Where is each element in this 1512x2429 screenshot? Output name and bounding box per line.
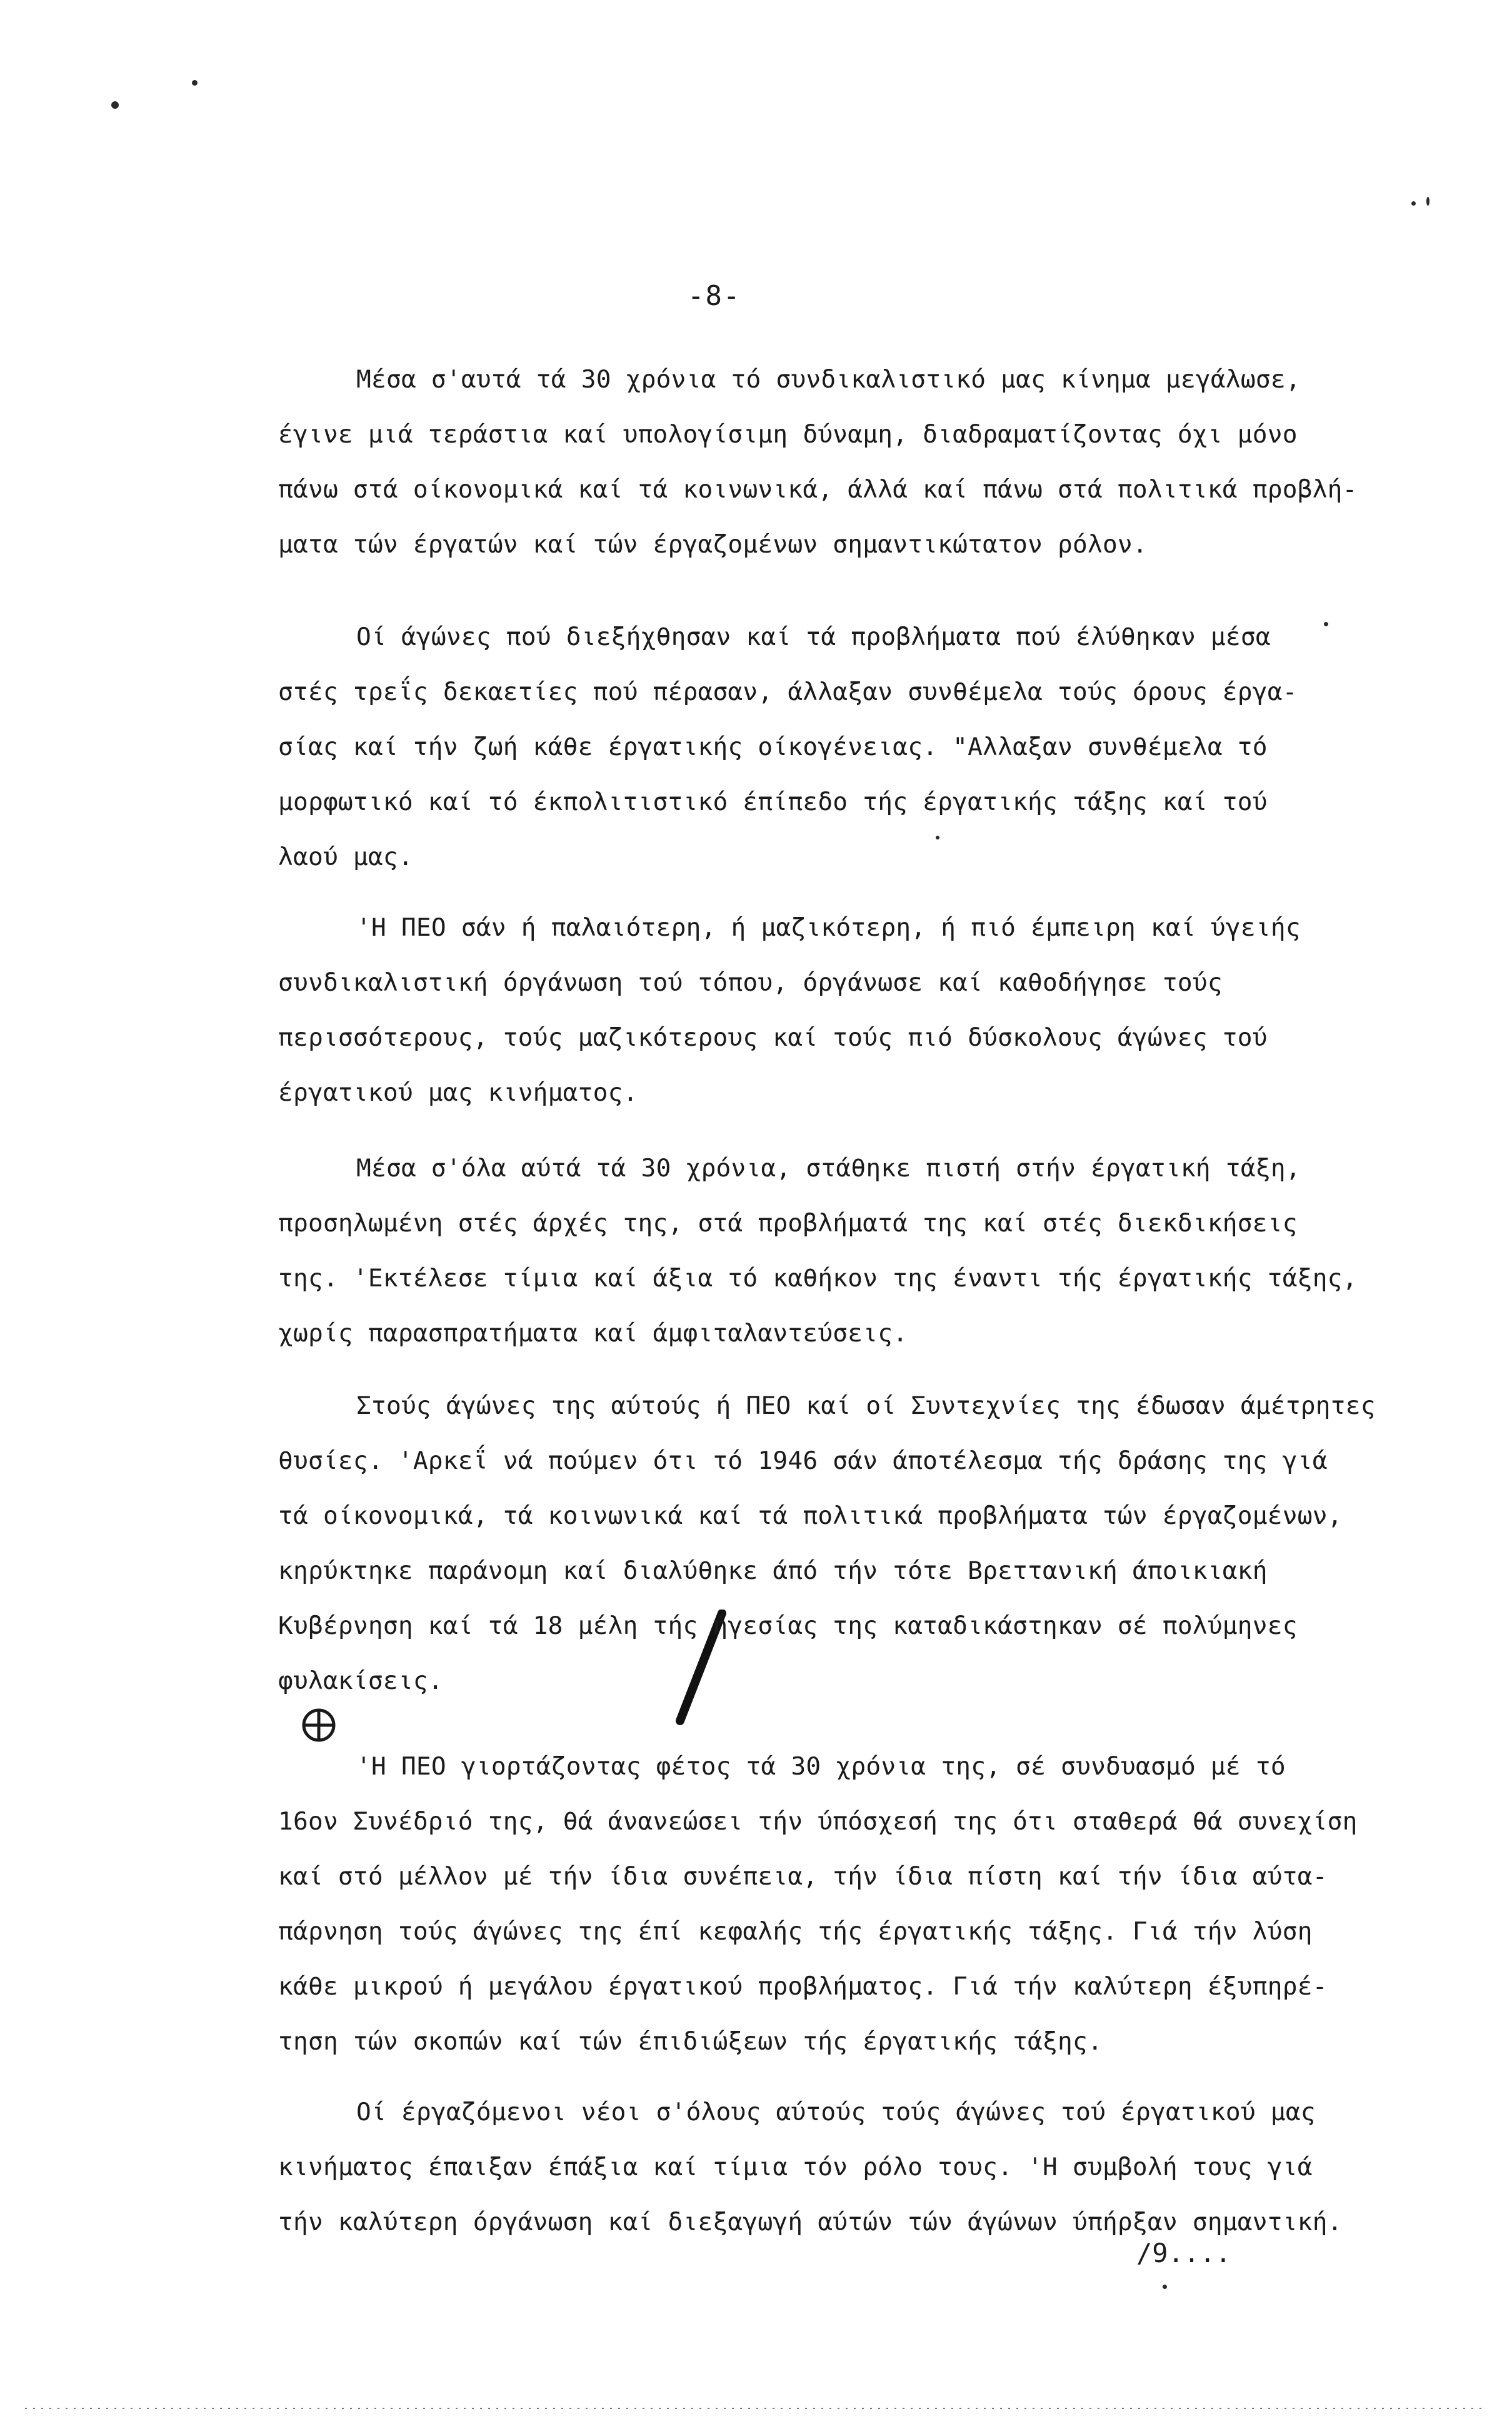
text-line: έργατικού μας κινήματος. (278, 1078, 638, 1107)
scan-speck (936, 836, 939, 839)
text-line: κινήματος έπαιξαν έπάξια καί τίμια τόν ρόλο τους. 'Η συμβολή τους γιά (278, 2153, 1313, 2181)
text-line: έγινε μιά τεράστια καί υπολογίσιμη δύναμη, διαδραματίζοντας όχι μόνο (278, 420, 1298, 449)
page-number: -8- (688, 280, 741, 312)
text-line: τηση τών σκοπών καί τών έπιδιώξεων τής έργατικής τάξης. (278, 2027, 1103, 2056)
bottom-dotted-rule (25, 2405, 1488, 2411)
text-line: σίας καί τήν ζωή κάθε έργατικής οίκογένειας. "Αλλαξαν συνθέμελα τό (278, 733, 1268, 761)
text-line: 'Η ΠΕΟ γιορτάζοντας φέτος τά 30 χρόνια της, σέ συνδυασμό μέ τό (356, 1752, 1286, 1781)
text-line: Οί άγώνες πού διεξήχθησαν καί τά προβλήματα πού έλύθηκαν μέσα (356, 623, 1271, 651)
text-line: φυλακίσεις. (278, 1666, 443, 1695)
scan-speck (111, 101, 119, 109)
scan-speck (1324, 622, 1328, 626)
circled-cross-mark (299, 1705, 339, 1745)
text-line: συνδικαλιστική όργάνωση τού τόπου, όργάνωσε καί καθοδήγησε τούς (278, 968, 1223, 997)
text-line: προσηλωμένη στές άρχές της, στά προβλήματά της καί στές διεκδικήσεις (278, 1209, 1298, 1238)
text-line: χωρίς παρασπρατήματα καί άμφιταλαντεύσεις. (278, 1319, 908, 1348)
text-line: Στούς άγώνες της αύτούς ή ΠΕΟ καί οί Συντεχνίες της έδωσαν άμέτρητες (356, 1391, 1376, 1420)
scan-speck (1411, 201, 1416, 206)
scan-speck (1426, 197, 1429, 206)
text-line: λαού μας. (278, 843, 413, 871)
text-line: Οί έργαζόμενοι νέοι σ'όλους αύτούς τούς άγώνες τού έργατικού μας (356, 2098, 1316, 2126)
page-continuation-marker: /9.... (1136, 2238, 1231, 2268)
text-line: πάνω στά οίκονομικά καί τά κοινωνικά, άλλά καί πάνω στά πολιτικά προβλή- (278, 475, 1358, 504)
text-line: κάθε μικρού ή μεγάλου έργατικού προβλήματος. Γιά τήν καλύτερη έξυπηρέ- (278, 1972, 1328, 2001)
text-line: 'Η ΠΕΟ σάν ή παλαιότερη, ή μαζικότερη, ή πιό έμπειρη καί ύγειής (356, 913, 1301, 942)
text-line: Μέσα σ'αυτά τά 30 χρόνια τό συνδικαλιστικό μας κίνημα μεγάλωσε, (356, 365, 1301, 394)
scan-speck (192, 80, 198, 86)
text-line: περισσότερους, τούς μαζικότερους καί τούς πιό δύσκολους άγώνες τού (278, 1023, 1268, 1052)
text-line: 16ον Συνέδριό της, θά άνανεώσει τήν ύπόσχεσή της ότι σταθερά θά συνεχίση (278, 1807, 1358, 1836)
text-line: Μέσα σ'όλα αύτά τά 30 χρόνια, στάθηκε πιστή στήν έργατική τάξη, (356, 1154, 1301, 1183)
text-line: μορφωτικό καί τό έκπολιτιστικό έπίπεδο τής έργατικής τάξης καί τού (278, 788, 1268, 816)
text-line: κηρύκτηκε παράνομη καί διαλύθηκε άπό τήν τότε Βρεττανική άποικιακή (278, 1556, 1268, 1585)
text-line: στές τρεΐς δεκαετίες πού πέρασαν, άλλαξαν συνθέμελα τούς όρους έργα- (278, 678, 1298, 706)
text-line: θυσίες. 'Αρκεΐ νά πούμεν ότι τό 1946 σάν άποτέλεσμα τής δράσης της γιά (278, 1446, 1328, 1475)
scan-speck (1163, 2285, 1167, 2289)
text-line: τά οίκονομικά, τά κοινωνικά καί τά πολιτικά προβλήματα τών έργαζομένων, (278, 1501, 1343, 1530)
text-line: πάρνηση τούς άγώνες της έπί κεφαλής τής έργατικής τάξης. Γιά τήν λύση (278, 1917, 1313, 1946)
text-line: καί στό μέλλον μέ τήν ίδια συνέπεια, τήν ίδια πίστη καί τήν ίδια αύτα- (278, 1862, 1328, 1891)
text-line: τήν καλύτερη όργάνωση καί διεξαγωγή αύτών τών άγώνων ύπήρξαν σημαντική. (278, 2208, 1343, 2236)
text-line: της. 'Εκτέλεσε τίμια καί άξια τό καθήκον της έναντι τής έργατικής τάξης, (278, 1264, 1358, 1293)
text-line: ματα τών έργατών καί τών έργαζομένων σημαντικώτατον ρόλον. (278, 530, 1148, 559)
text-line: Κυβέρνηση καί τά 18 μέλη τής ήγεσίας της καταδικάστηκαν σέ πολύμηνες (278, 1611, 1298, 1640)
